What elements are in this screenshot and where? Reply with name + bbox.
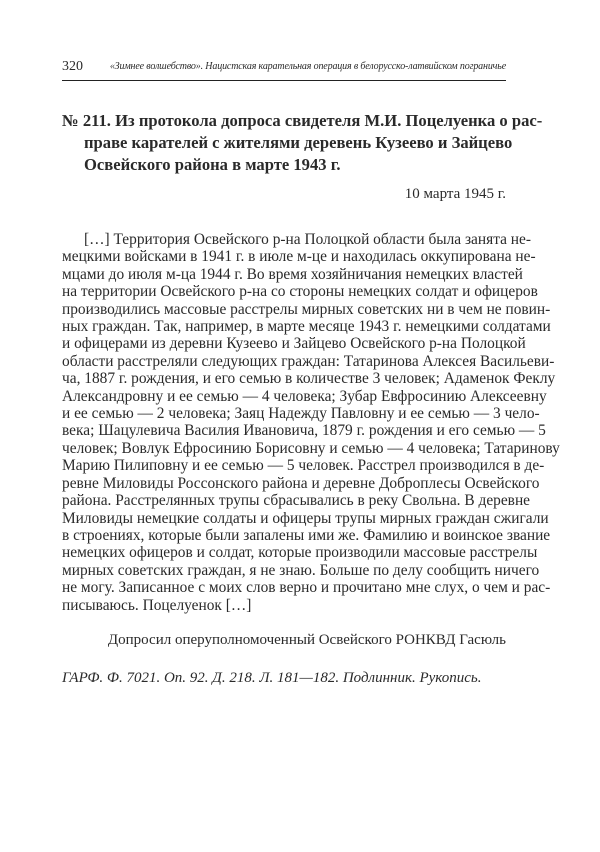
signature-line: Допросил оперуполномоченный Освейского РОНКВД Гасюль — [107, 632, 506, 648]
body-line: Миловиды немецкие солдаты и офицеры трупы мирных граждан сжигали — [62, 509, 549, 527]
body-line: в строениях, которые были запалены ими же. Фамилию и воинское звание — [62, 526, 551, 544]
body-line: и ее семью — 2 человека; Заяц Надежду Павловну и ее семью — 3 чело- — [62, 405, 540, 423]
body-line: производились массовые расстрелы мирных советских ни в чем не повин- — [62, 300, 551, 318]
body-line: немецких офицеров и солдат, которые производили массовые расстрелы — [62, 544, 538, 562]
body-line: мирных советских граждан, я не знаю. Больше по делу сообщить ничего — [62, 561, 540, 579]
body-line: века; Шацулевича Василия Ивановича, 1879 г. рождения и его семью — 5 — [62, 422, 546, 440]
document-title — [62, 110, 543, 176]
page-number: 320 — [62, 59, 83, 74]
title-line: праве карателей с жителями деревень Кузеево и Зайцево — [84, 133, 513, 152]
body-line: Марию Пилиповну и ее семью — 5 человек. Расстрел производился в де- — [62, 457, 545, 475]
title-line: Освейского района в марте 1943 г. — [84, 155, 341, 174]
body-line: человек; Вовлук Ефросинию Борисовну и семью — 4 человека; Татаринову — [62, 439, 560, 457]
title-line: № 211. Из протокола допроса свидетеля М.И. Поцелуенка о рас- — [62, 111, 543, 130]
running-header — [62, 58, 506, 81]
body-line: ных граждан. Так, например, в марте месяце 1943 г. немецкими солдатами — [62, 318, 551, 336]
body-line: не могу. Записанное с моих слов верно и прочитано мне слух, о чем и рас- — [62, 579, 551, 597]
document-body — [62, 231, 560, 614]
document-date: 10 марта 1945 г. — [404, 186, 506, 202]
body-line: и офицерами из деревни Кузеево и Зайцево Освейского р-на Полоцкой — [62, 335, 526, 353]
body-line: области расстреляли следующих граждан: Татаринова Алексея Васильеви- — [62, 352, 555, 370]
body-line: […] Территория Освейского р-на Полоцкой области была занята не- — [84, 231, 531, 248]
body-line: писываюсь. Поцелуенок […] — [62, 596, 252, 614]
body-line: Александровну и ее семью — 4 человека; Зубар Евфросинию Алексеевну — [62, 387, 547, 405]
body-line: района. Расстрелянных трупы сбрасывались в реку Свольна. В деревне — [62, 492, 531, 510]
body-line: мцами до июля м-ца 1944 г. Во время хозяйничания немецких властей — [62, 265, 523, 283]
body-line: на территории Освейского р-на со стороны немецких солдат и офицеров — [62, 283, 538, 301]
running-title: «Зимнее волшебство». Нацистская карательная операция в белорусско-латвийском пограничье — [109, 61, 506, 72]
body-line: ревне Миловиды Россонского района и деревне Доброплесы Освейского — [62, 474, 540, 492]
body-line: ча, 1887 г. рождения, и его семью в количестве 3 человек; Адаменок Феклу — [62, 370, 556, 388]
body-line: мецкими войсками в 1941 г. в июле м-це и находилась оккупирована не- — [62, 248, 536, 266]
archive-source: ГАРФ. Ф. 7021. Оп. 92. Д. 218. Л. 181—182. Подлинник. Рукопись. — [62, 670, 482, 686]
